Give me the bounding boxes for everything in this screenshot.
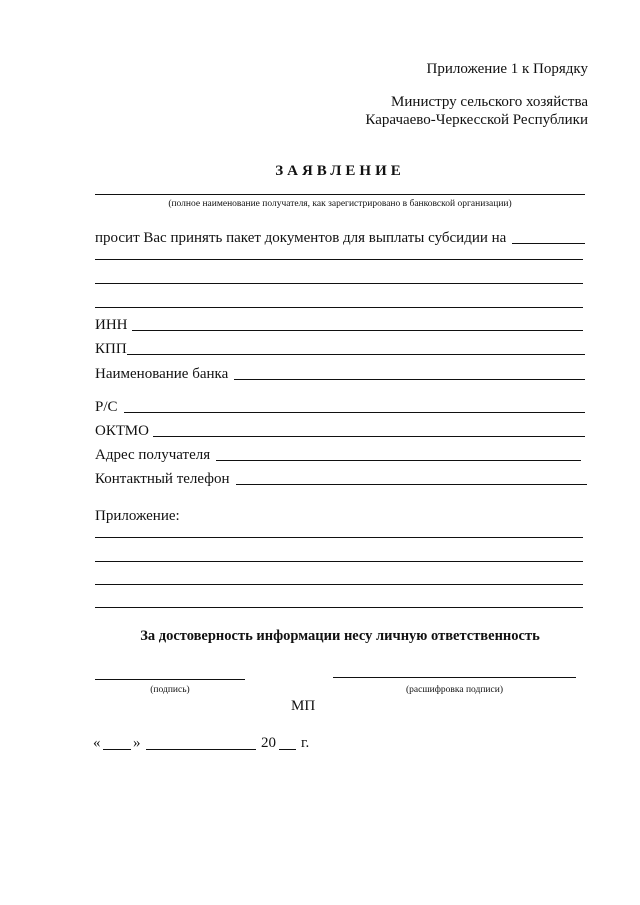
addressee-line-2: Карачаево-Черкесской Республики: [365, 112, 588, 128]
attachment-line-2[interactable]: [95, 561, 583, 562]
stamp-placeholder: МП: [291, 698, 316, 714]
document-title: ЗАЯВЛЕНИЕ: [275, 163, 405, 179]
subsidy-purpose-field[interactable]: [512, 243, 585, 244]
account-row: [95, 398, 585, 416]
date-year-field[interactable]: [279, 749, 296, 750]
address-row: [95, 446, 581, 464]
inn-label: ИНН: [95, 317, 128, 333]
recipient-caption: (полное наименование получателя, как зарегистрировано в банковской организации): [168, 199, 512, 209]
inn-row: [95, 316, 583, 334]
bank-label: Наименование банка: [95, 366, 229, 382]
signature-line[interactable]: [95, 679, 245, 680]
signature-decode-caption: (расшифровка подписи): [406, 685, 503, 695]
subsidy-purpose-line-2[interactable]: [95, 259, 583, 260]
attachment-line-1[interactable]: [95, 537, 583, 538]
subsidy-purpose-line-3[interactable]: [95, 283, 583, 284]
request-row: [95, 229, 585, 247]
account-label: Р/С: [95, 399, 118, 415]
oktmo-field[interactable]: [153, 436, 585, 437]
kpp-row: [95, 340, 585, 358]
kpp-field[interactable]: [127, 354, 585, 355]
date-open-quote: «: [93, 735, 101, 751]
attachment-label: Приложение:: [95, 508, 180, 524]
bank-row: [95, 365, 585, 383]
oktmo-label: ОКТМО: [95, 423, 149, 439]
date-row: [93, 734, 333, 754]
oktmo-row: [95, 422, 585, 440]
date-year-suffix: г.: [301, 735, 310, 751]
request-text: просит Вас принять пакет документов для выплаты субсидии на: [95, 230, 507, 246]
address-label: Адрес получателя: [95, 447, 211, 463]
addressee-line-1: Министру сельского хозяйства: [391, 94, 588, 110]
phone-label: Контактный телефон: [95, 471, 230, 487]
attachment-line-4[interactable]: [95, 607, 583, 608]
phone-field[interactable]: [236, 484, 588, 485]
attachment-line-3[interactable]: [95, 584, 583, 585]
address-field[interactable]: [216, 460, 581, 461]
signature-caption: (подпись): [150, 685, 190, 695]
account-field[interactable]: [124, 412, 585, 413]
subsidy-purpose-line-4[interactable]: [95, 307, 583, 308]
date-day-field[interactable]: [103, 749, 131, 750]
bank-field[interactable]: [234, 379, 585, 380]
recipient-name-line[interactable]: [95, 194, 585, 195]
appendix-reference: Приложение 1 к Порядку: [426, 61, 588, 77]
kpp-label: КПП: [95, 341, 127, 357]
date-year-prefix: 20: [261, 735, 276, 751]
inn-field[interactable]: [132, 330, 584, 331]
date-close-quote: »: [133, 735, 141, 751]
responsibility-statement: За достоверность информации несу личную ответственность: [140, 628, 540, 644]
phone-row: [95, 470, 587, 488]
signature-decode-line[interactable]: [333, 677, 576, 678]
date-month-field[interactable]: [146, 749, 256, 750]
